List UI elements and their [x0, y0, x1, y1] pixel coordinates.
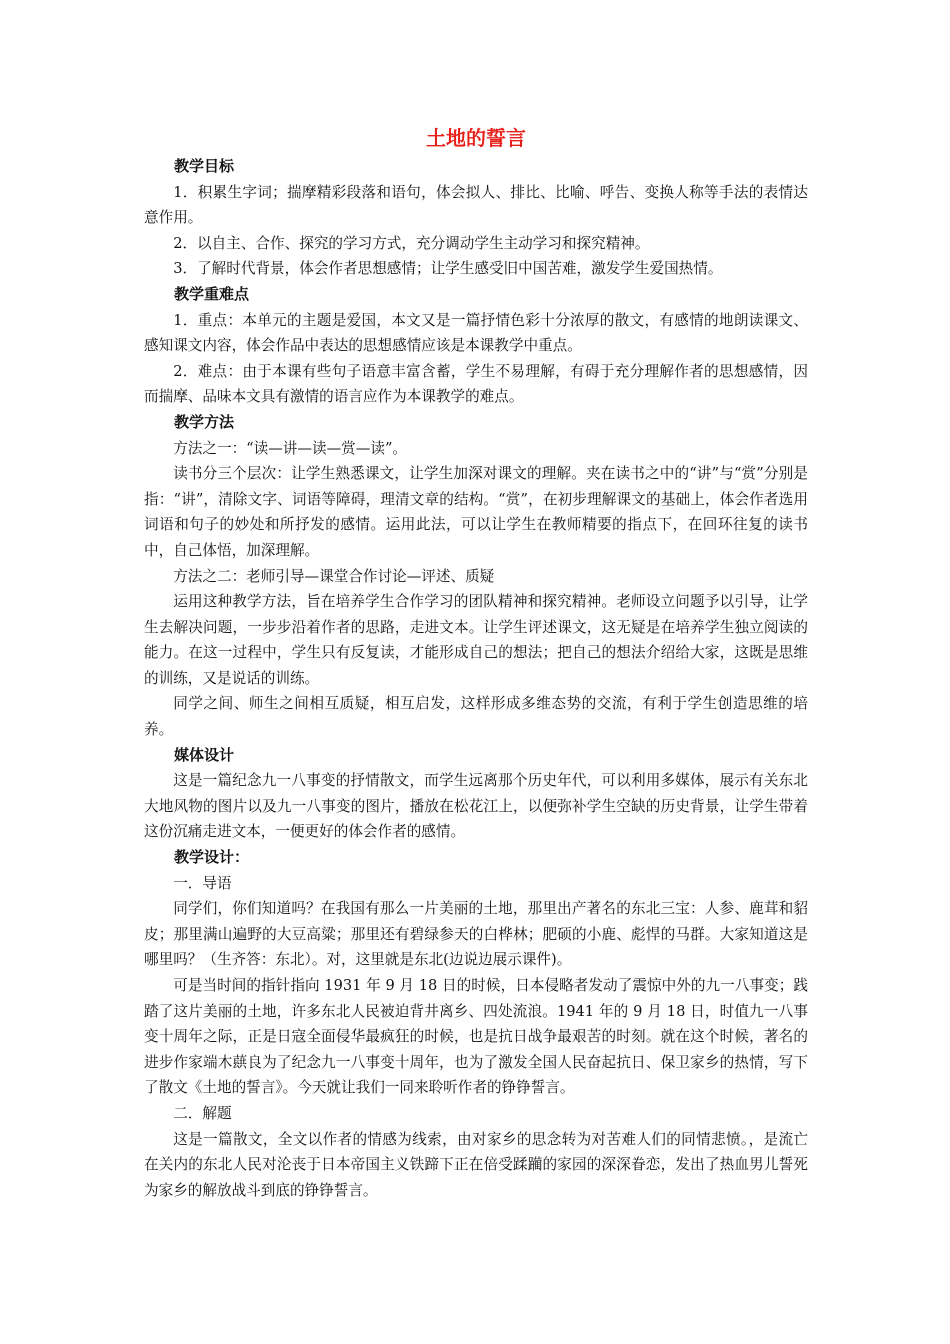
section-heading: 教学重难点: [174, 284, 250, 303]
paragraph: 方法之二：老师引导—课堂合作讨论—评述、质疑: [173, 567, 495, 585]
paragraph: 1．重点：本单元的主题是爱国，本文又是一篇抒情色彩十分浓厚的散文，有感情的地朗读课文、感知课文内容，体会作品中表达的思想感情应该是本课教学中重点。: [144, 311, 808, 355]
paragraph: 这是一篇纪念九一八事变的抒情散文，而学生远离那个历史年代，可以利用多媒体，展示有关东北大地风物的图片以及九一八事变的图片，播放在松花江上，以便弥补学生空缺的历史背景，让学生带着这份沉痛走进文本，一便更好的体会作者的感情。: [144, 772, 808, 841]
paragraph: 运用这种教学方法，旨在培养学生合作学习的团队精神和探究精神。老师设立问题予以引导，让学生去解决问题，一步步沿着作者的思路，走进文本。让学生评述课文，这无疑是在培养学生独立阅读的能力。在这一过程中，学生只有反复读，才能形成自己的想法；把自己的想法介绍给大家，这既是思维的训练，又是说话的训练。: [144, 593, 808, 687]
section-heading: 教学设计：: [174, 848, 250, 867]
paragraph: 3．了解时代背景，体会作者思想感情；让学生感受旧中国苦难，激发学生爱国热情。: [173, 260, 723, 278]
paragraph: 1．积累生字词；揣摩精彩段落和语句，体会拟人、排比、比喻、呼告、变换人称等手法的表情达意作用。: [144, 183, 808, 227]
paragraph: 这是一篇散文，全文以作者的情感为线索，由对家乡的思念转为对苦难人们的同情悲愤。，是流亡在关内的东北人民对沦丧于日本帝国主义铁蹄下正在倍受蹂躏的家园的深深眷恋，发出了热血男儿誓死为家乡的解放战斗到底的铮铮誓言。: [144, 1130, 808, 1199]
paragraph: 方法之一：“读—讲—读—赏—读”。: [173, 439, 408, 457]
paragraph: 可是当时间的指针指向 1931 年 9 月 18 日的时候，日本侵略者发动了震惊中外的九一八事变；践踏了这片美丽的土地，许多东北人民被迫背井离乡、四处流浪。1941 年的 9 月 18 日，时值九一八事变十周年之际，正是日寇全面侵华最疯狂的时候，也是抗日战争最艰苦的时刻。就在这个时候，著名的进步作家端木蕻良为了纪念九一八事变十周年，也为了激发全国人民奋起抗日、保卫家乡的热情，写下了散文《土地的誓言》。今天就让我们一同来聆听作者的铮铮誓言。: [144, 977, 808, 1097]
document-body: [144, 154, 808, 1203]
paragraph: 一．导语: [173, 874, 232, 892]
paragraph: 同学之间、师生之间相互质疑，相互启发，这样形成多维态势的交流，有利于学生创造思维的培养。: [144, 695, 808, 739]
paragraph: 二．解题: [173, 1104, 232, 1122]
document-title: 土地的誓言: [426, 126, 526, 150]
paragraph: 读书分三个层次：让学生熟悉课文，让学生加深对课文的理解。夹在读书之中的“讲”与“赏”分别是指：“讲”，清除文字、词语等障碍，理清文章的结构。“赏”，在初步理解课文的基础上，体会作者选用词语和句子的妙处和所抒发的感情。运用此法，可以让学生在教师精要的指点下，在回环往复的读书中，自己体悟，加深理解。: [144, 465, 808, 559]
paragraph: 2．难点：由于本课有些句子语意丰富含蓄，学生不易理解，有碍于充分理解作者的思想感情，因而揣摩、品味本文具有激情的语言应作为本课教学的难点。: [144, 362, 808, 406]
paragraph: 同学们，你们知道吗？在我国有那么一片美丽的土地，那里出产著名的东北三宝：人参、鹿茸和貂皮；那里满山遍野的大豆高粱；那里还有碧绿参天的白桦林；肥硕的小鹿、彪悍的马群。大家知道这是哪里吗？（生齐答：东北）。对，这里就是东北(边说边展示课件)。: [144, 900, 808, 969]
section-heading: 教学方法: [174, 412, 235, 431]
paragraph: 2．以自主、合作、探究的学习方式，充分调动学生主动学习和探究精神。: [173, 234, 650, 252]
section-heading: 教学目标: [174, 157, 235, 175]
section-heading: 媒体设计: [174, 745, 235, 764]
